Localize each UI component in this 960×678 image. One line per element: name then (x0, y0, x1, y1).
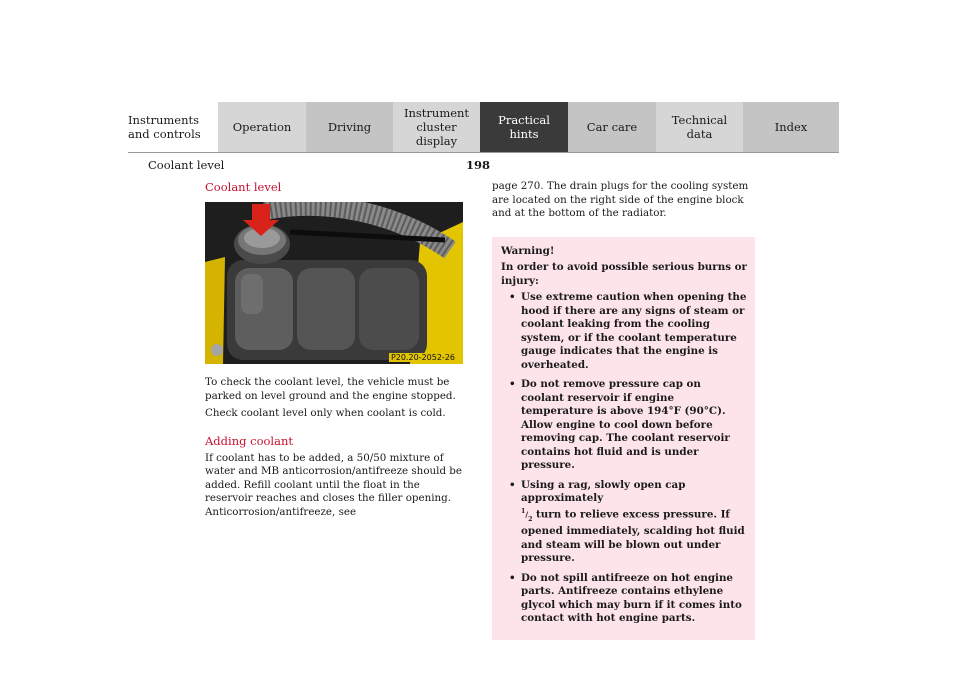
coolant-reservoir-photo (205, 202, 463, 364)
fraction-one-half: $^1/_2$ (521, 507, 533, 523)
page-section-label: Coolant level (148, 158, 225, 172)
tab-label: Instruments and controls (128, 113, 201, 141)
warning-list (501, 291, 747, 626)
section-heading: Coolant level (205, 180, 282, 194)
tab-index[interactable] (743, 102, 839, 152)
coolant-reservoir-illustration (205, 202, 463, 364)
paragraph-check-conditions: To check the coolant level, the vehicle must be parked on level ground and the engine stopped. (205, 376, 456, 402)
tab-label: Driving (327, 120, 372, 134)
paragraph-check-cold: Check coolant level only when coolant is cold. (205, 407, 446, 419)
warning-intro: In order to avoid possible serious burns or injury: (501, 261, 747, 287)
header-divider (128, 152, 839, 153)
right-column (492, 180, 757, 640)
tab-instrument-cluster-display[interactable] (393, 102, 480, 152)
warning-title: Warning! (501, 244, 555, 257)
warning-bullet-antifreeze: • Do not spill antifreeze on hot engine parts. Antifreeze contains ethylene glycol which may burn if it comes into contact with hot engine parts. (507, 572, 747, 626)
tab-practical-hints[interactable] (480, 102, 568, 152)
warning-bullet-rag-text-cont: turn to relieve excess pressure. If opened immediately, scalding hot fluid and steam will be blown out under pressure. (521, 508, 745, 564)
tab-label: Instrument cluster display (403, 106, 470, 148)
left-column (205, 180, 467, 523)
tab-label: Index (774, 120, 808, 134)
warning-bullet-rag (507, 479, 747, 566)
tab-label: Car care (586, 120, 638, 134)
tab-car-care[interactable] (568, 102, 656, 152)
warning-box (492, 237, 755, 640)
paragraph-adding-coolant: If coolant has to be added, a 50/50 mixture of water and MB anticorrosion/antifreeze should be added. Refill coolant until the float in the reservoir reaches and closes the filler opening. Anticorrosion/antifreeze, see (205, 451, 462, 518)
tab-driving[interactable] (306, 102, 393, 152)
paragraph-drain-plugs: page 270. The drain plugs for the cooling system are located on the right side of the engine block and at the bottom of the radiator. (492, 180, 749, 219)
tab-technical-data[interactable] (656, 102, 743, 152)
warning-bullet-hood: • Use extreme caution when opening the hood if there are any signs of steam or coolant leaking from the cooling system, or if the coolant temperature gauge indicates that the engine is overheated. (507, 291, 747, 372)
chapter-nav (128, 102, 839, 152)
tab-instruments-and-controls[interactable] (128, 102, 218, 152)
tab-label: Practical hints (498, 113, 550, 141)
page-number: 198 (466, 158, 491, 172)
tab-label: Operation (232, 120, 292, 134)
tab-label: Technical data (671, 113, 728, 141)
photo-reference-code: P20.20-2052-26 (390, 353, 455, 362)
warning-bullet-rag-text: Using a rag, slowly open cap approximately (521, 478, 686, 504)
tab-operation[interactable] (218, 102, 306, 152)
warning-bullet-pressure-cap: • Do not remove pressure cap on coolant reservoir if engine temperature is above 194°F (90°C). Allow engine to cool down before removing cap. The coolant reservoir contains hot fluid and is under pressure. (507, 378, 747, 473)
subheading-adding-coolant: Adding coolant (205, 433, 293, 448)
